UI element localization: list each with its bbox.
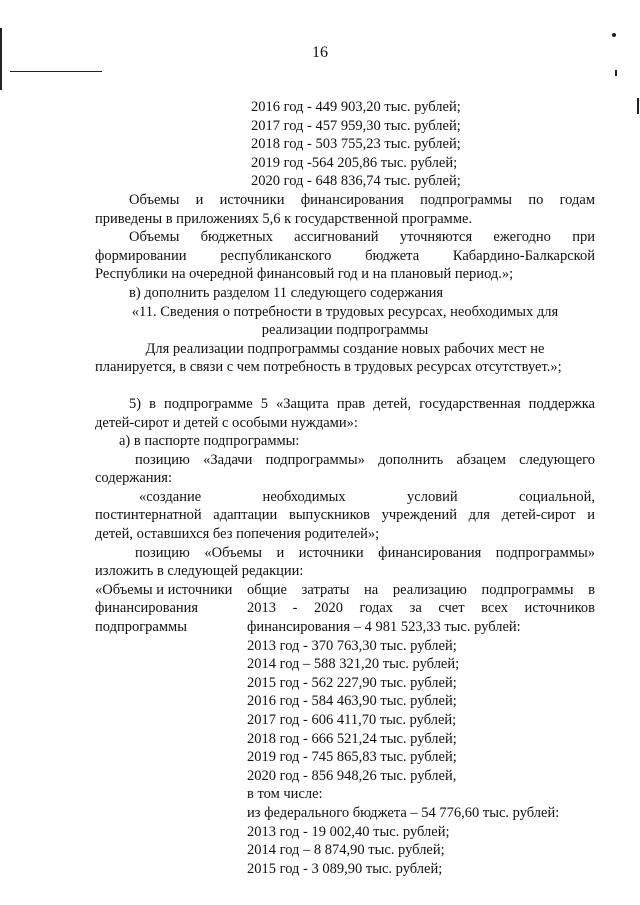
section-body-line: Для реализации подпрограммы создание новых рабочих мест не: [145, 340, 545, 357]
paragraph-line: постинтернатной адаптации выпускников учреждений для детей-сирот и: [95, 507, 595, 524]
section-heading-line: «11. Сведения о потребности в трудовых ресурсах, необходимых для: [131, 303, 559, 320]
passport-year-line: 2016 год - 584 463,90 тыс. рублей;: [247, 693, 457, 710]
paragraph-line: «создание необходимых условий социальной,: [139, 488, 595, 505]
passport-year-line: 2014 год – 588 321,20 тыс. рублей;: [247, 656, 460, 673]
item-v: в) дополнить разделом 11 следующего содержания: [129, 284, 444, 301]
funding-2016-2020: [95, 98, 595, 191]
page-number: 16: [312, 44, 328, 61]
passport-label-line: подпрограммы: [95, 619, 187, 636]
passport-federal-year-line: 2013 год - 19 002,40 тыс. рублей;: [247, 823, 450, 840]
section-body-line: планируется, в связи с чем потребность в трудовых ресурсах отсутствует.»;: [95, 359, 562, 376]
position-tasks: [95, 451, 595, 488]
funding-year-line: 2016 год - 449 903,20 тыс. рублей;: [251, 99, 461, 115]
paragraph-line: позицию «Задачи подпрограммы» дополнить абзацем следующего: [135, 451, 595, 468]
passport-intro-line: финансирования – 4 981 523,33 тыс. рублей:: [247, 619, 521, 636]
funding-year-line: 2020 год - 648 836,74 тыс. рублей;: [251, 173, 461, 190]
scan-dot-mark: [612, 33, 616, 37]
paragraph-line: 5) в подпрограмме 5 «Защита прав детей, государственная поддержка: [129, 395, 595, 412]
passport-federal-year-line: 2015 год - 3 089,90 тыс. рублей;: [247, 860, 443, 877]
passport-label-column: [95, 581, 247, 879]
scan-edge-mark-right: [637, 98, 639, 114]
passport-label-line: «Объемы и источники: [95, 581, 233, 598]
passport-year-line: 2019 год - 745 865,83 тыс. рублей;: [247, 749, 457, 766]
funding-year-line: 2017 год - 457 959,30 тыс. рублей;: [251, 117, 461, 134]
paragraph-line: приведены в приложениях 5,6 к государственной программе.: [95, 210, 473, 227]
paragraph-line: формировании республиканского бюджета Кабардино-Балкарской: [95, 247, 595, 264]
passport-year-line: 2017 год - 606 411,70 тыс. рублей;: [247, 712, 457, 728]
passport-year-line: 2015 год - 562 227,90 тыс. рублей;: [247, 674, 457, 691]
document-body: [95, 98, 595, 878]
passport-intro-line: 2013 - 2020 годах за счет всех источников: [247, 600, 595, 617]
passport-label-line: финансирования: [95, 600, 199, 617]
section-heading-line: реализации подпрограммы: [261, 322, 429, 339]
item-a: а) в паспорте подпрограммы:: [119, 433, 300, 450]
passport-year-line: 2013 год - 370 763,30 тыс. рублей;: [247, 637, 457, 654]
paragraph-line: позицию «Объемы и источники финансирования подпрограммы»: [135, 544, 595, 561]
paragraph-line: изложить в следующей редакции:: [95, 563, 304, 580]
passport-table: [95, 581, 595, 879]
section-11-heading: [95, 303, 595, 340]
passport-including: в том числе:: [247, 786, 323, 803]
creation-text: [95, 488, 595, 544]
funding-year-line: 2018 год - 503 755,23 тыс. рублей;: [251, 136, 461, 153]
paragraph-line: Объемы и источники финансирования подпрограммы по годам: [129, 191, 595, 208]
passport-intro-line: общие затраты на реализацию подпрограммы в: [247, 581, 595, 598]
position-volumes: [95, 544, 595, 581]
scan-speck-mark: [615, 70, 617, 76]
paragraph-volumes: [95, 191, 595, 228]
passport-federal: из федерального бюджета – 54 776,60 тыс. рублей:: [247, 804, 560, 821]
section-11-body: [95, 340, 595, 377]
scan-rule-mark: [10, 71, 102, 72]
paragraph-line: Республики на очередной финансовый год и на плановый период.»;: [95, 266, 514, 283]
passport-federal-year-line: 2014 год – 8 874,90 тыс. рублей;: [247, 842, 445, 859]
passport-year-line: 2018 год - 666 521,24 тыс. рублей;: [247, 730, 457, 747]
paragraph-line: детей, оставшихся без попечения родителей»;: [95, 526, 380, 543]
paragraph-line: Объемы бюджетных ассигнований уточняются ежегодно при: [129, 229, 595, 246]
paragraph-line: содержания:: [95, 470, 173, 487]
passport-value-column: [247, 581, 595, 879]
paragraph-budget: [95, 228, 595, 284]
item-5: [95, 395, 595, 432]
paragraph-line: детей-сирот и детей с особыми нуждами»:: [95, 414, 358, 431]
funding-year-line: 2019 год -564 205,86 тыс. рублей;: [251, 154, 458, 171]
passport-year-line: 2020 год - 856 948,26 тыс. рублей,: [247, 767, 457, 784]
